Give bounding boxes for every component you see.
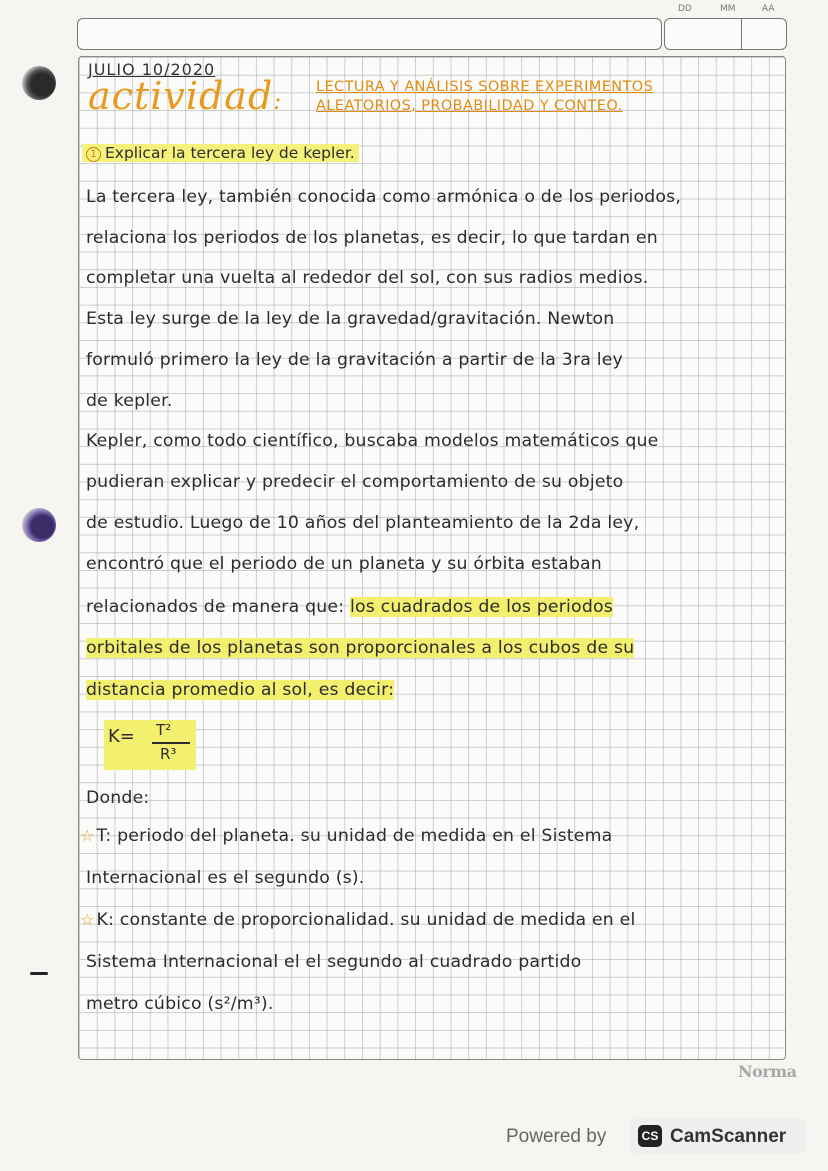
binder-hole-icon [22,66,56,100]
activity-word: actividad [88,74,274,118]
date-box-dd [664,18,704,50]
camscanner-name: CamScanner [670,1126,787,1147]
body-line: Internacional es el segundo (s). [86,868,365,888]
activity-colon: : [273,87,283,115]
body-line: Esta ley surge de la ley de la gravedad/gravitación. Newton [86,309,615,329]
highlighted-text: los cuadrados de los periodos [349,597,613,617]
norma-logo: Norma [738,1062,797,1081]
body-line [86,680,394,700]
date-box-mm [703,18,741,50]
fraction-bar [152,742,190,744]
camscanner-badge [630,1118,806,1154]
activity-title [88,74,282,118]
definition-t [80,826,612,846]
body-line [86,638,634,658]
k-text: K: constante de proporcionalidad. su unidad de medida en el [96,910,636,930]
binder-hole-icon [22,508,56,542]
body-line: Sistema Internacional el el segundo al cuadrado partido [86,952,582,972]
note-date: JULIO 10/2020 [88,60,216,79]
body-line: encontró que el periodo de un planeta y su órbita estaban [86,554,602,574]
date-labels [672,4,792,16]
body-line: Kepler, como todo científico, buscaba modelos matemáticos que [86,431,659,451]
kepler-formula [104,720,196,770]
body-line: de estudio. Luego de 10 años del planteamiento de la 2da ley, [86,513,640,533]
title-box [77,18,662,50]
camscanner-icon: CS [638,1125,662,1147]
t-text: T: periodo del planeta. su unidad de medida en el Sistema [96,826,613,846]
subtitle-line-2: ALEATORIOS, PROBABILIDAD Y CONTEO. [316,98,623,114]
body-line: de kepler. [86,391,173,411]
body-line: La tercera ley, también conocida como armónica o de los periodos, [86,187,682,207]
question-heading [82,144,359,162]
body-line: completar una vuelta al rededor del sol, con sus radios medios. [86,268,649,288]
body-line [86,597,613,617]
date-label-dd: DD [678,4,692,14]
highlighted-text: orbitales de los planetas son proporcionales a los cubos de su [86,638,635,658]
body-text: relacionados de manera que: [86,597,350,617]
formula-numerator: T² [156,721,172,739]
body-line: pudieran explicar y predecir el comportamiento de su objeto [86,472,624,492]
body-line: metro cúbico (s²/m³). [86,994,274,1014]
date-label-aa: AA [762,4,775,14]
highlighted-text: distancia promedio al sol, es decir: [86,680,395,700]
star-icon: ☆ [80,910,95,929]
subtitle-line-1: LECTURA Y ANÁLISIS SOBRE EXPERIMENTOS [316,79,654,95]
donde-label: Donde: [86,788,150,808]
formula-denominator: R³ [160,745,177,763]
powered-by-text: Powered by [506,1126,607,1147]
camscanner-watermark [506,1118,806,1154]
date-label-mm: MM [720,4,736,14]
star-icon: ☆ [80,826,95,845]
question-text: Explicar la tercera ley de kepler. [105,144,355,162]
body-line: formuló primero la ley de la gravitación a partir de la 3ra ley [86,350,623,370]
question-number: 1 [86,147,101,162]
binder-mark [30,972,48,975]
date-box-aa [741,18,787,50]
formula-lhs: K= [108,726,135,747]
definition-k [80,910,635,930]
body-line: relaciona los periodos de los planetas, es decir, lo que tardan en [86,228,658,248]
